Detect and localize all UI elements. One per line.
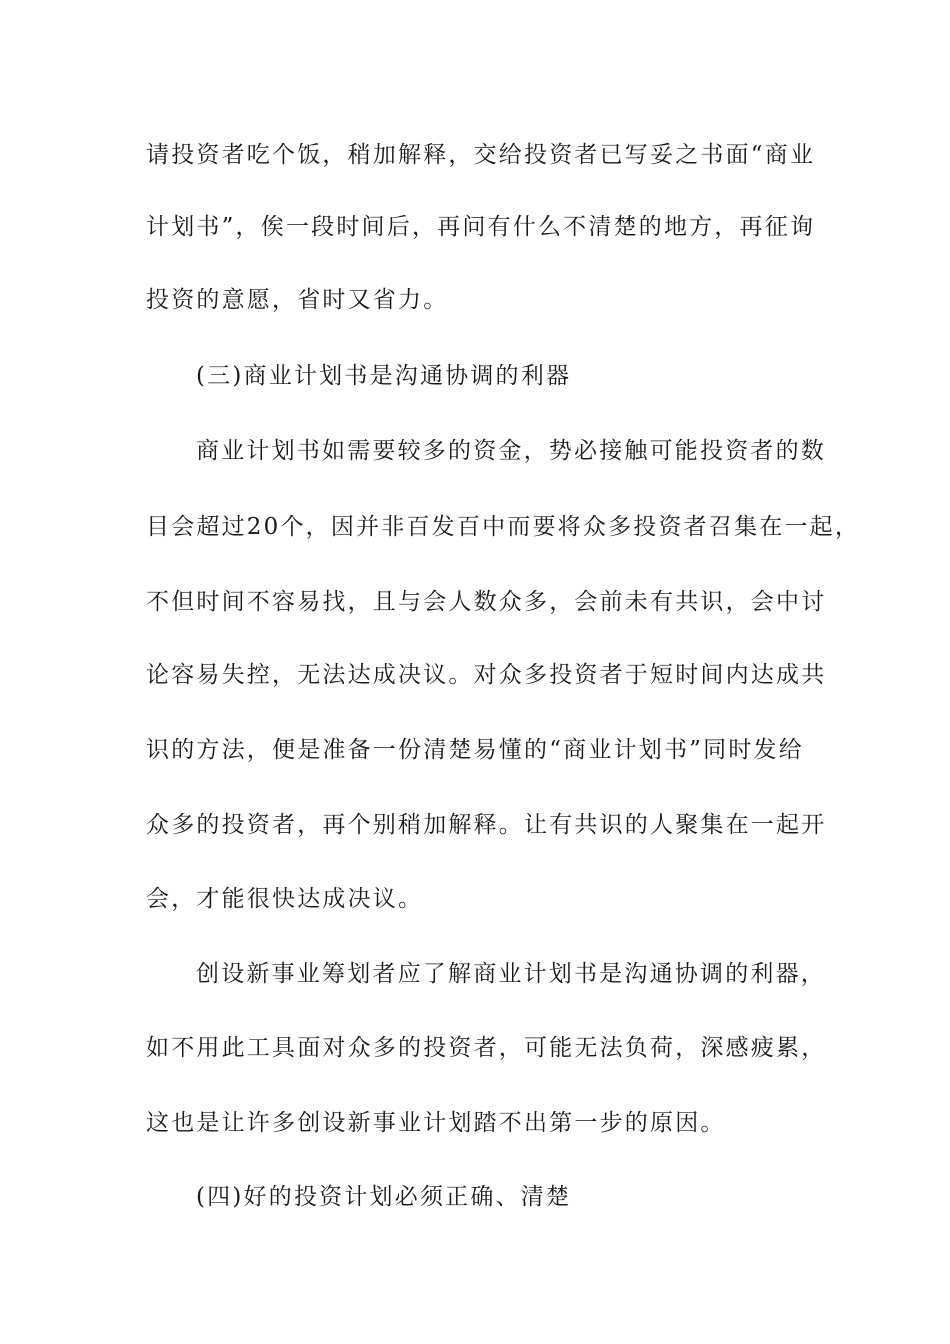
- paragraph-line: 目会超过20个，因并非百发百中而要将众多投资者召集在一起，: [146, 514, 861, 540]
- section-heading: (三)商业计划书是沟通协调的利器: [196, 363, 572, 389]
- paragraph-line: 这也是让许多创设新事业计划踏不出第一步的原因。: [146, 1110, 726, 1136]
- paragraph-line: 如不用此工具面对众多的投资者，可能无法负荷，深感疲累，: [146, 1035, 827, 1061]
- paragraph-line: 论容易失控，无法达成决议。对众多投资者于短时间内达成共: [146, 662, 827, 688]
- paragraph-line: 请投资者吃个饭，稍加解释，交给投资者已写妥之书面“商业: [146, 142, 816, 168]
- section-heading: (四)好的投资计划必须正确、清楚: [196, 1184, 572, 1210]
- paragraph-line: 识的方法，便是准备一份清楚易懂的“商业计划书”同时发给: [146, 737, 804, 763]
- paragraph-line: 商业计划书如需要较多的资金，势必接触可能投资者的数: [196, 438, 826, 464]
- paragraph-line: 投资的意愿，省时又省力。: [146, 287, 449, 313]
- paragraph-line: 计划书”，俟一段时间后，再问有什么不清楚的地方，再征询: [146, 214, 816, 240]
- paragraph-line: 不但时间不容易找，且与会人数众多，会前未有共识，会中讨: [146, 589, 827, 615]
- paragraph-line: 众多的投资者，再个别稍加解释。让有共识的人聚集在一起开: [146, 812, 827, 838]
- paragraph-line: 会，才能很快达成决议。: [146, 886, 424, 912]
- paragraph-line: 创设新事业筹划者应了解商业计划书是沟通协调的利器，: [196, 961, 826, 987]
